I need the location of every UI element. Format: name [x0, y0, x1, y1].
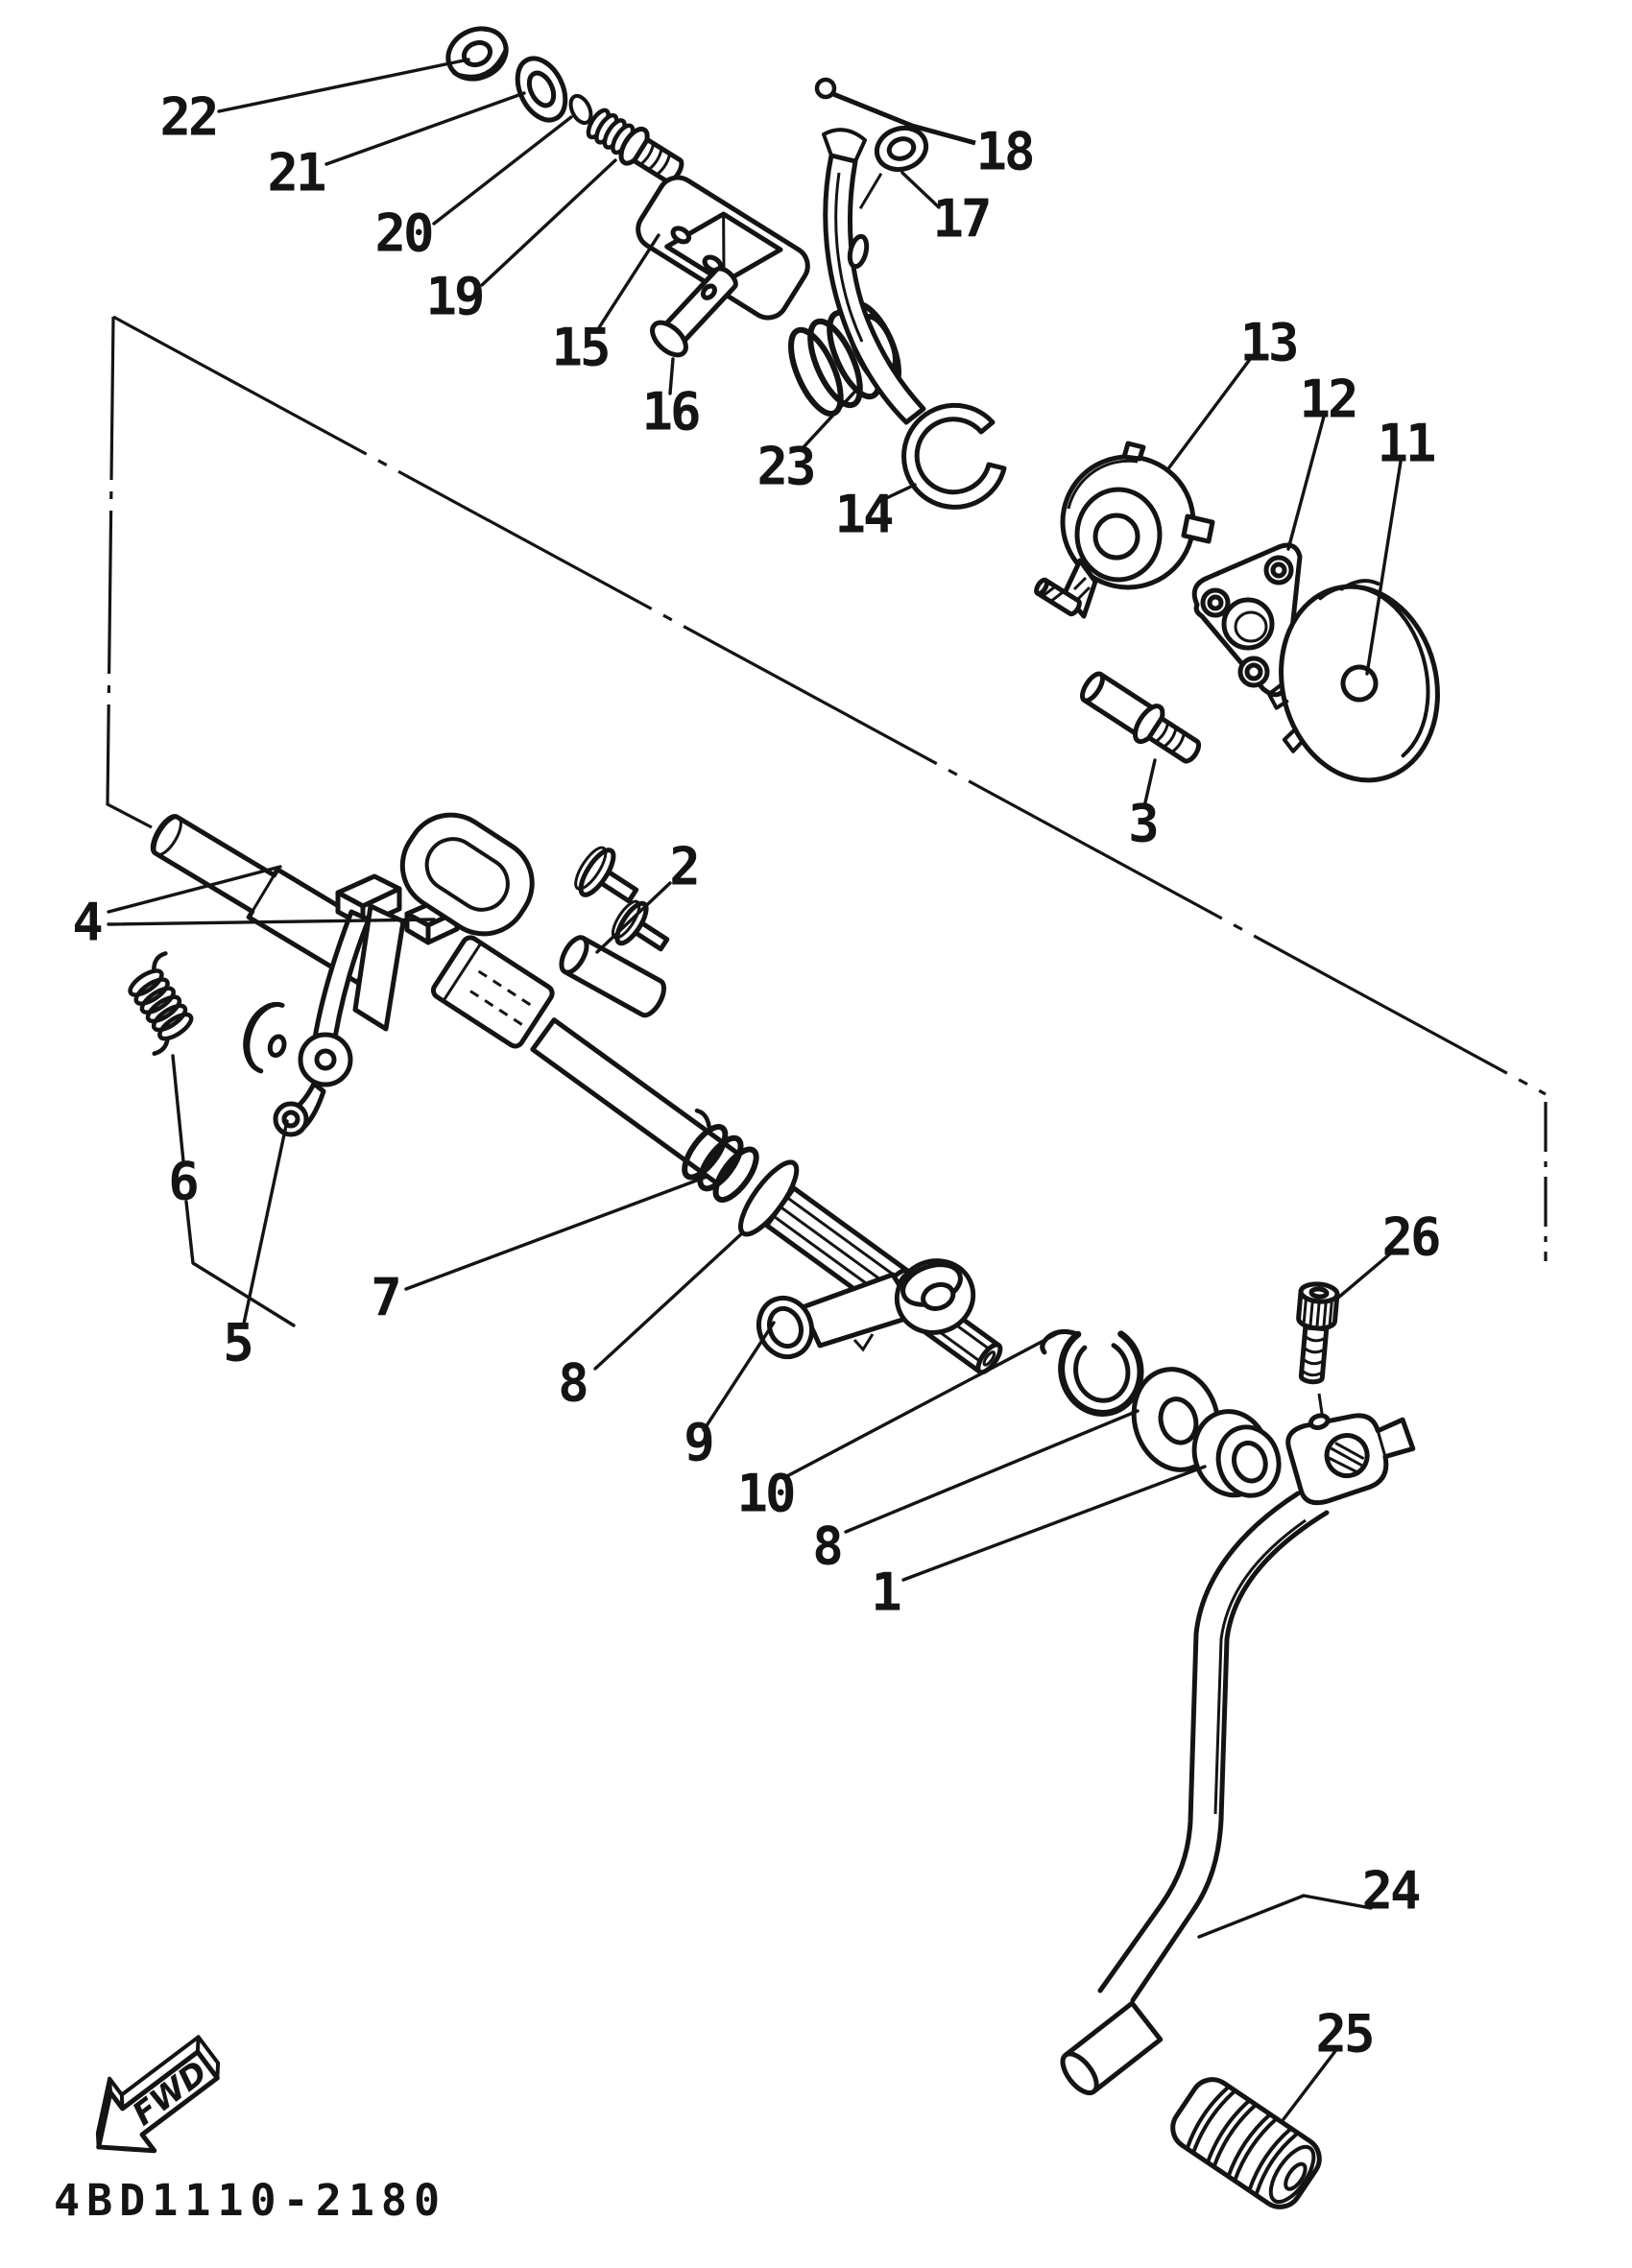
leader-line-6 [173, 1056, 183, 1161]
callout-8a: 8 [558, 1352, 587, 1414]
leader-line-20 [434, 117, 571, 224]
shift-lever-drawing [824, 130, 1004, 507]
pinch-bolt-drawing [1293, 1282, 1338, 1426]
callout-25: 25 [1315, 2003, 1373, 2065]
leader-line-6 [186, 1202, 294, 1325]
fwd-arrow [70, 2021, 237, 2177]
callout-16: 16 [641, 381, 699, 442]
fwd-label: FWD [125, 2053, 214, 2134]
callout-8b: 8 [812, 1516, 841, 1577]
leader-line-8b [846, 1411, 1138, 1532]
leader-line-22 [219, 60, 468, 111]
callout-numbers [72, 87, 1439, 2065]
diagram-code: 4BD1110-2180 [54, 2175, 447, 2226]
stopper-bolt-drawing [1076, 667, 1207, 772]
reference-boundary [108, 317, 1546, 1261]
leader-lines [108, 60, 1401, 2119]
callout-12: 12 [1299, 369, 1356, 430]
callout-17: 17 [932, 188, 990, 250]
callout-19: 19 [425, 266, 483, 327]
leader-line-5 [244, 1121, 287, 1324]
leader-line-1 [903, 1467, 1205, 1580]
callout-9: 9 [684, 1412, 712, 1473]
callout-21: 21 [267, 142, 324, 203]
callout-26: 26 [1381, 1206, 1439, 1268]
dowel-pin-drawing [557, 934, 669, 1019]
callout-18: 18 [975, 121, 1033, 182]
callout-24: 24 [1361, 1860, 1419, 1922]
callout-13: 13 [1239, 312, 1297, 373]
leader-line-21 [326, 93, 524, 164]
shift-guide-drawing [1034, 443, 1212, 616]
leader-line-9 [704, 1323, 774, 1430]
leader-line-13 [1169, 358, 1251, 467]
washer-drawing [508, 51, 574, 128]
return-spring-drawing [110, 953, 208, 1055]
callout-11: 11 [1377, 413, 1434, 474]
callout-15: 15 [551, 317, 609, 378]
leader-line-12 [1288, 417, 1324, 549]
leader-line-10 [783, 1333, 1058, 1478]
callout-6: 6 [168, 1151, 197, 1212]
callout-10: 10 [736, 1463, 794, 1524]
leader-line-7 [406, 1177, 707, 1289]
shift-pedal-drawing [1056, 1394, 1420, 2215]
leader-line-24 [1199, 1896, 1371, 1937]
callout-7: 7 [371, 1267, 399, 1328]
callout-23: 23 [756, 436, 814, 497]
callout-14: 14 [834, 484, 892, 545]
pawl-washer-drawing [237, 997, 296, 1075]
nut-drawing [441, 20, 515, 88]
callout-5: 5 [223, 1312, 252, 1373]
callout-20: 20 [374, 203, 432, 264]
callout-4: 4 [72, 892, 101, 953]
leader-line-19 [482, 160, 615, 285]
callout-3: 3 [1128, 793, 1157, 854]
callout-1: 1 [871, 1562, 900, 1623]
callout-2: 2 [669, 836, 698, 897]
callout-22: 22 [159, 86, 217, 148]
leader-line-8a [595, 1232, 743, 1369]
